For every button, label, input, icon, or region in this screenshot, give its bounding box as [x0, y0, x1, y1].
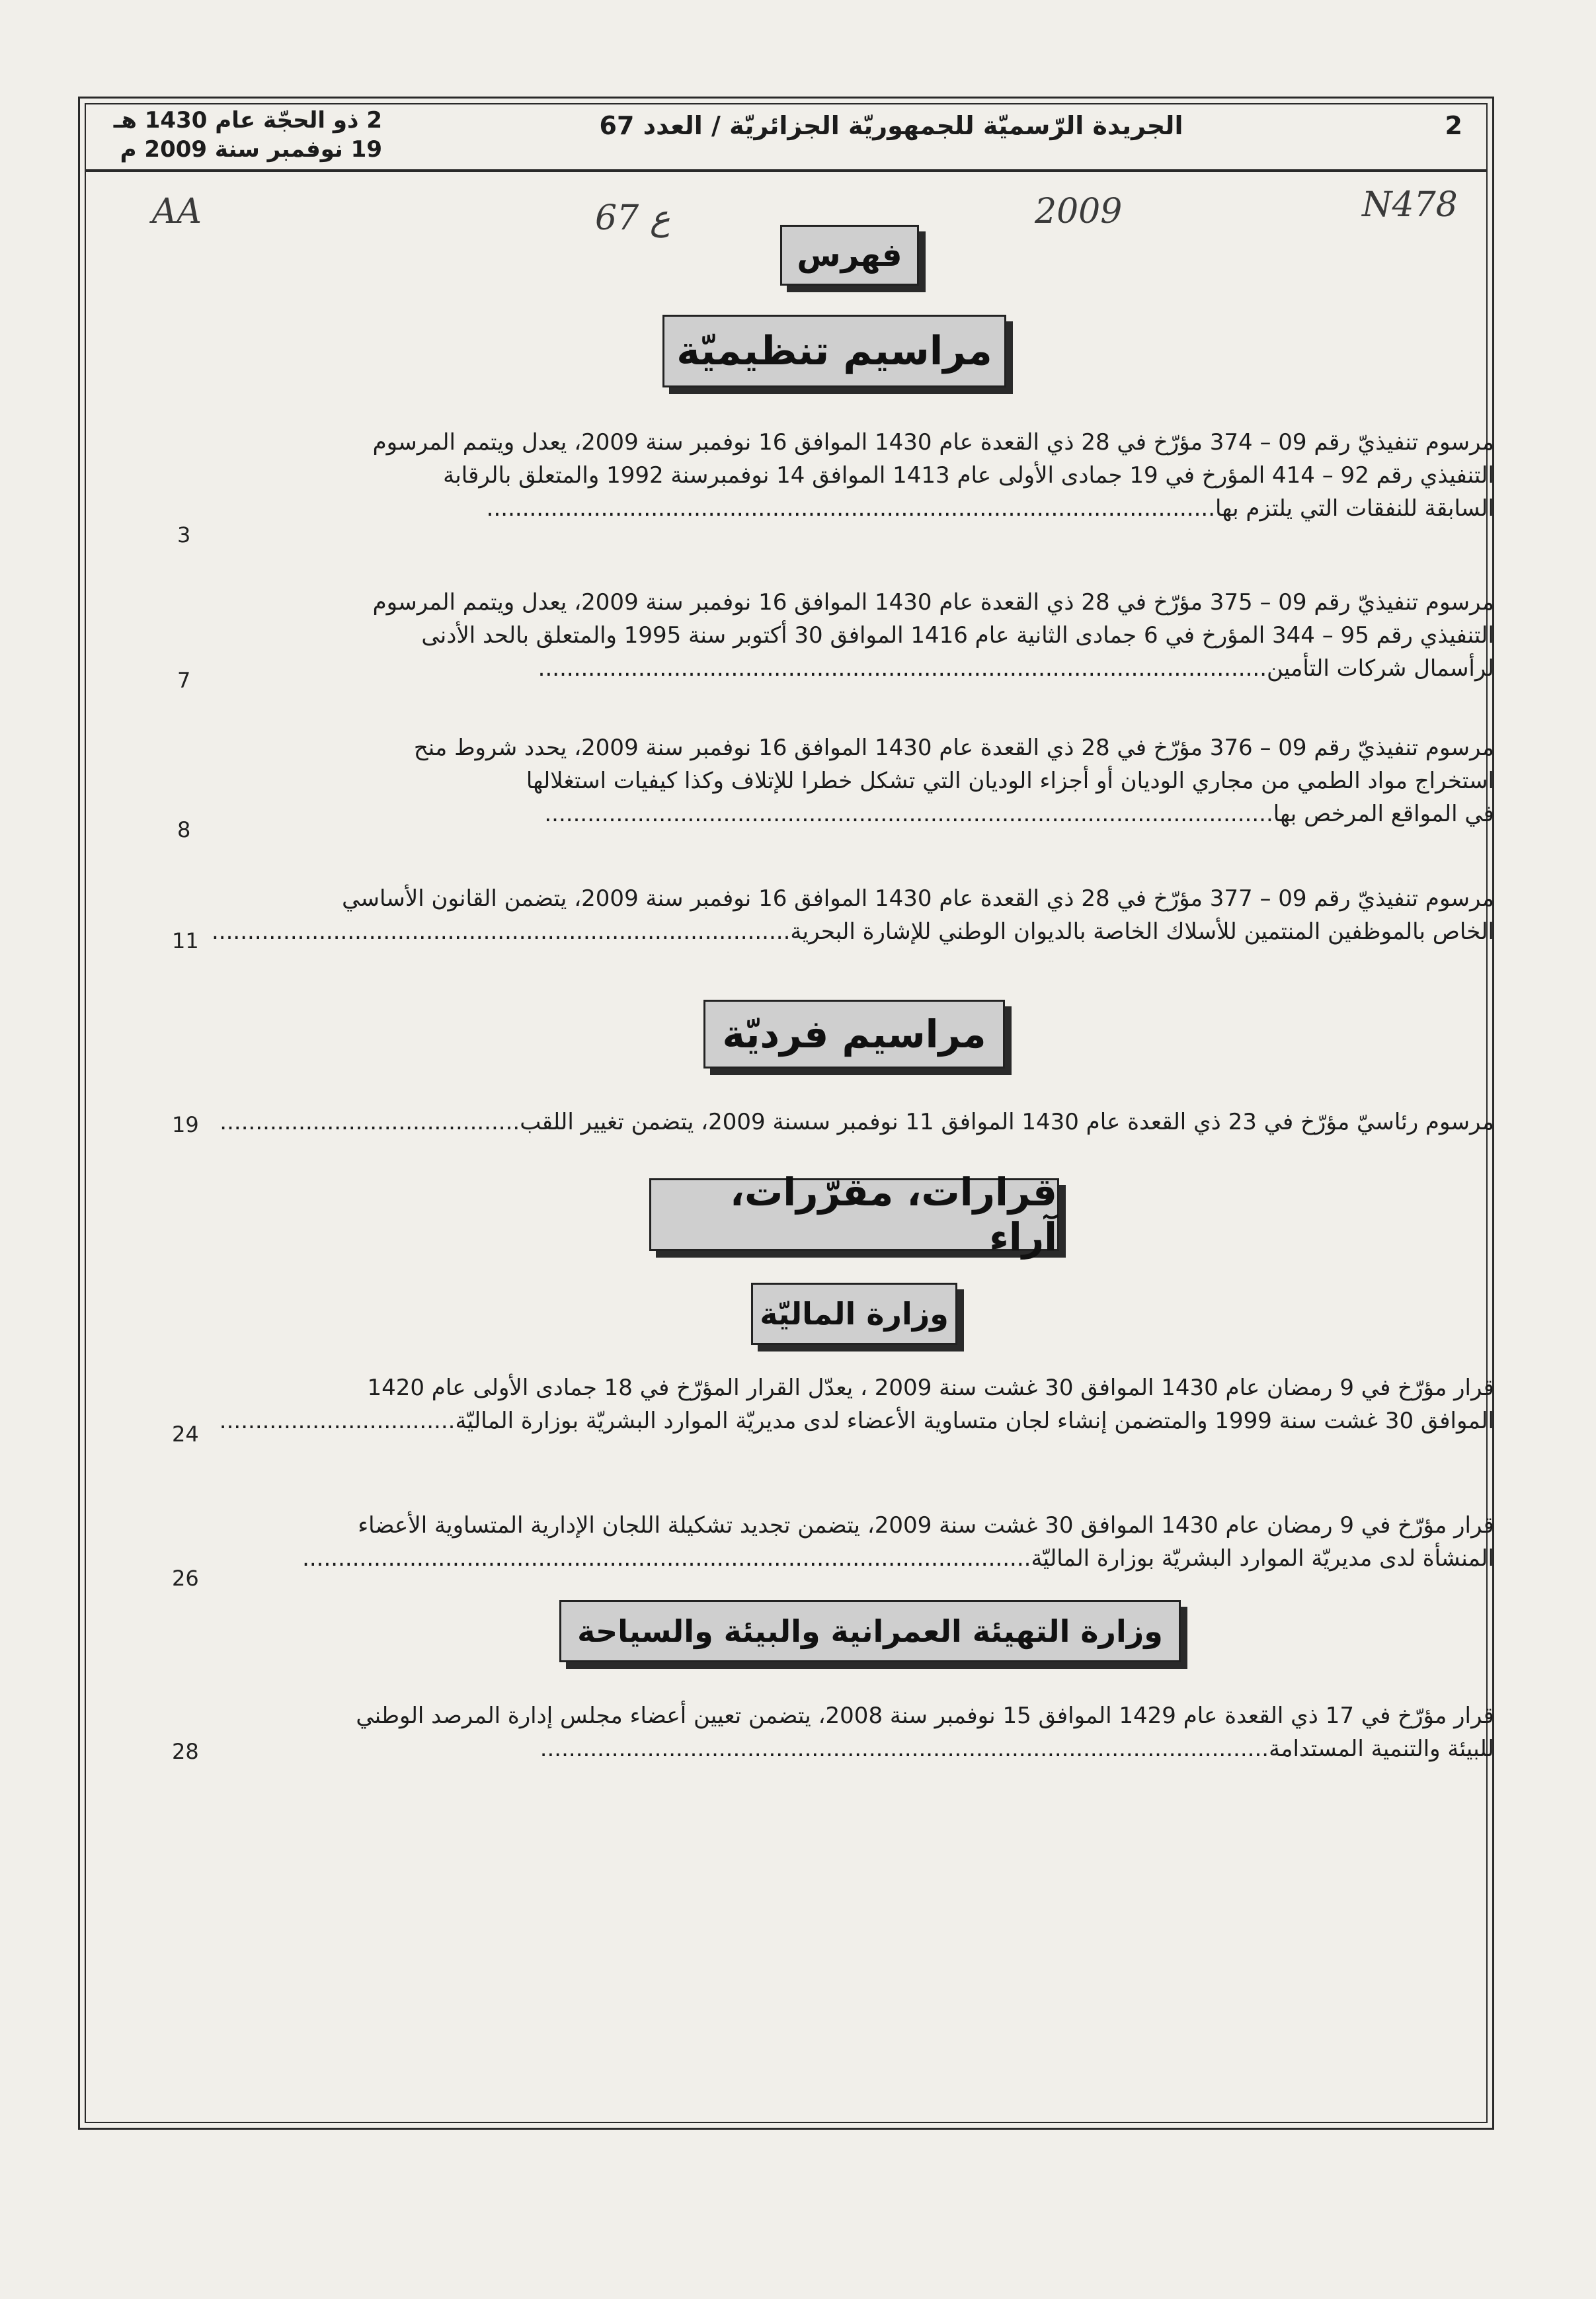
toc-entry: [198, 586, 1494, 685]
page-header: [85, 103, 1488, 172]
toc-entry-line: مرسوم رئاسيّ مؤرّخ في 23 ذي القعدة عام 1430 الموافق 11 نوفمبر سسنة 2009، يتضمن تغيير اللقب..........................................: [219, 1109, 1494, 1135]
handwritten-issue-number: 67 ع: [595, 198, 670, 238]
handwritten-mark-left: AA: [152, 192, 202, 231]
toc-entry-line: السابقة للنفقات التي يلتزم بها......................................................................................................: [486, 495, 1494, 522]
toc-entry-line: مرسوم تنفيذيّ رقم 09 – 376 مؤرّخ في 28 ذي القعدة عام 1430 الموافق 16 نوفمبر سنة 2009، يحدد شروط منح: [413, 735, 1494, 761]
heading-ministry-planning: وزارة التهيئة العمرانية والبيئة والسياحة: [559, 1600, 1181, 1662]
toc-entry-line: قرار مؤرّخ في 9 رمضان عام 1430 الموافق 30 غشت سنة 2009 ، يعدّل القرار المؤرّخ في 18 جمادى الأولى عام 1420: [367, 1375, 1494, 1401]
heading-regulatory-decrees: مراسيم تنظيميّة: [662, 315, 1006, 387]
toc-page-number: 28: [172, 1739, 199, 1764]
toc-entry: [198, 1371, 1494, 1437]
toc-entry-line: التنفيذي رقم 95 – 344 المؤرخ في 6 جمادى الثانية عام 1416 الموافق 30 أكتوبر سنة 1995 والمتعلق بالحد الأدنى: [421, 622, 1494, 649]
toc-entry: [198, 731, 1494, 830]
toc-page-number: 26: [172, 1566, 199, 1591]
toc-entry-line: مرسوم تنفيذيّ رقم 09 – 375 مؤرّخ في 28 ذي القعدة عام 1430 الموافق 16 نوفمبر سنة 2009، يعدل ويتمم المرسوم: [372, 589, 1494, 616]
toc-entry-line: استخراج مواد الطمي من مجاري الوديان أو أجزاء الوديان التي تشكل خطرا للإتلاف وكذا كيفيات استغلالها: [526, 768, 1494, 794]
toc-entry-line: الموافق 30 غشت سنة 1999 والمتضمن إنشاء لجان متساوية الأعضاء لدى مديريّة الموارد البشريّة بوزارة الماليّة.................................: [219, 1408, 1494, 1434]
toc-entry-line: الخاص بالموظفين المنتمين للأسلاك الخاصة بالديوان الوطني للإشارة البحرية.................................................................................: [211, 918, 1494, 945]
toc-entry-line: مرسوم تنفيذيّ رقم 09 – 374 مؤرّخ في 28 ذي القعدة عام 1430 الموافق 16 نوفمبر سنة 2009، يعدل ويتمم المرسوم: [372, 429, 1494, 456]
handwritten-year: 2009: [1035, 192, 1123, 231]
toc-page-number: 8: [177, 817, 191, 842]
toc-page-number: 11: [172, 928, 199, 953]
page-number: 2: [1445, 111, 1462, 140]
toc-entry-line: المنشأة لدى مديريّة الموارد البشريّة بوزارة الماليّة......................................................................................................: [302, 1545, 1494, 1572]
gazette-title: الجريدة الرّسميّة للجمهوريّة الجزائريّة / العدد 67: [599, 111, 1183, 140]
toc-page-number: 24: [172, 1422, 199, 1447]
toc-entry-line: لرأسمال شركات التأمين......................................................................................................: [538, 655, 1494, 682]
toc-entry: [198, 1509, 1494, 1575]
heading-ministry-finance: وزارة الماليّة: [751, 1283, 957, 1345]
toc-page-number: 7: [177, 668, 191, 693]
toc-entry: [198, 1699, 1494, 1765]
toc-entry: [198, 882, 1494, 948]
toc-entry: [198, 426, 1494, 525]
toc-entry-line: التنفيذي رقم 92 – 414 المؤرخ في 19 جمادى الأولى عام 1413 الموافق 14 نوفمبرسنة 1992 والمتعلق بالرقابة: [443, 462, 1494, 489]
toc-entry-line: في المواقع المرخص بها......................................................................................................: [544, 801, 1494, 827]
heading-index: فهرس: [780, 225, 919, 286]
heading-individual-decrees: مراسيم فرديّة: [703, 1000, 1005, 1069]
toc-entry-line: قرار مؤرّخ في 9 رمضان عام 1430 الموافق 30 غشت سنة 2009، يتضمن تجديد تشكيلة اللجان الإدارية المتساوية الأعضاء: [358, 1512, 1494, 1539]
toc-entry-line: مرسوم تنفيذيّ رقم 09 – 377 مؤرّخ في 28 ذي القعدة عام 1430 الموافق 16 نوفمبر سنة 2009، يتضمن القانون الأساسي: [342, 885, 1494, 912]
date-gregorian: 19 نوفمبر سنة 2009 م: [120, 136, 382, 163]
toc-page-number: 3: [177, 522, 191, 547]
toc-entry: [198, 1106, 1494, 1139]
date-hijri: 2 ذو الحجّة عام 1430 هـ: [113, 107, 382, 134]
toc-entry-line: قرار مؤرّخ في 17 ذي القعدة عام 1429 الموافق 15 نوفمبر سنة 2008، يتضمن تعيين أعضاء مجلس إدارة المرصد الوطني: [356, 1703, 1494, 1729]
heading-decisions: قرارات، مقرّرات، آراء: [649, 1178, 1059, 1251]
toc-page-number: 19: [172, 1112, 199, 1137]
toc-entry-line: للبيئة والتنمية المستدامة......................................................................................................: [539, 1736, 1494, 1762]
handwritten-mark-right: N478: [1362, 185, 1458, 225]
